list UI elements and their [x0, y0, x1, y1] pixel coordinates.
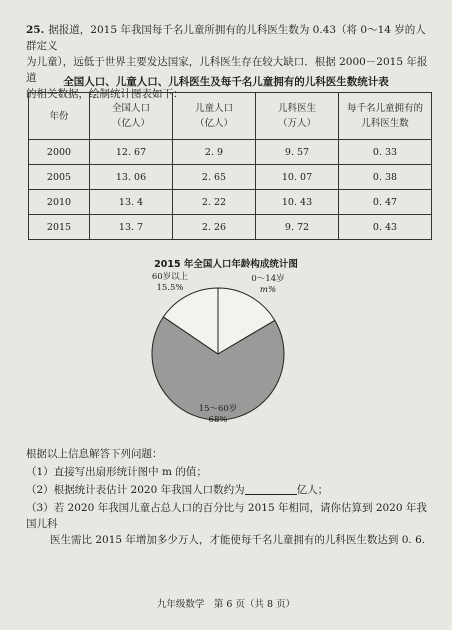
cell-children: 2. 22	[173, 190, 256, 215]
cell-children: 2. 9	[173, 140, 256, 165]
cell-year: 2005	[29, 165, 90, 190]
header-population: 全国人口 （亿人）	[90, 93, 173, 140]
cell-doctors: 10. 07	[256, 165, 339, 190]
cell-children: 2. 65	[173, 165, 256, 190]
question-intro	[26, 22, 428, 102]
pie-label-15-60: 15～60岁 68%	[198, 404, 238, 425]
table-caption: 全国人口、儿童人口、儿科医生及每千名儿童拥有的儿科医生数统计表	[63, 76, 389, 88]
sub-question-3: （3）若 2020 年我国儿童占总人口的百分比与 2015 年相同，请你估算到 2020 年我国儿科 医生需比 2015 年增加多少万人，才能使每千名儿童拥有的儿科医生数达到 0. 6.	[26, 502, 427, 546]
page-footer: 九年级数学 第 6 页（共 8 页）	[156, 599, 296, 610]
pie-label-0-14: 0～14岁 m%	[251, 274, 285, 295]
pie-label-60-plus: 60岁以上 15.5%	[151, 272, 189, 293]
intro-line-1: 据报道，2015 年我国每千名儿童所拥有的儿科医生数为 0.43（将 0～14 岁的人群定义	[26, 24, 426, 52]
answer-prompt: 根据以上信息解答下列问题：	[26, 448, 163, 460]
cell-population: 13. 4	[90, 190, 173, 215]
cell-year: 2000	[29, 140, 90, 165]
pie-chart-title: 2015 年全国人口年龄构成统计图	[154, 259, 298, 270]
table-row	[29, 140, 432, 165]
statistics-table	[28, 92, 432, 240]
cell-per-thousand: 0. 38	[339, 165, 432, 190]
header-year: 年份	[29, 93, 90, 140]
cell-children: 2. 26	[173, 215, 256, 240]
cell-population: 13. 7	[90, 215, 173, 240]
sub-question-2: （2）根据统计表估计 2020 年我国人口数约为 亿人；	[26, 484, 329, 496]
cell-year: 2010	[29, 190, 90, 215]
table-row	[29, 190, 432, 215]
cell-population: 13. 06	[90, 165, 173, 190]
table-row	[29, 215, 432, 240]
cell-population: 12. 67	[90, 140, 173, 165]
cell-year: 2015	[29, 215, 90, 240]
cell-per-thousand: 0. 47	[339, 190, 432, 215]
cell-doctors: 10. 43	[256, 190, 339, 215]
cell-per-thousand: 0. 33	[339, 140, 432, 165]
answer-blank[interactable]	[245, 482, 297, 495]
sub-question-1: （1）直接写出扇形统计图中 m 的值；	[26, 466, 207, 478]
table-row	[29, 165, 432, 190]
intro-line-3: 的相关数据，绘制统计图表如下：	[26, 88, 184, 100]
header-children: 儿童人口 （亿人）	[173, 93, 256, 140]
question-number: 25.	[26, 24, 45, 36]
cell-doctors: 9. 72	[256, 215, 339, 240]
cell-doctors: 9. 57	[256, 140, 339, 165]
header-doctors: 儿科医生 （万人）	[256, 93, 339, 140]
intro-line-2: 为儿童），远低于世界主要发达国家，儿科医生存在较大缺口．根据 2000－2015 年报道	[26, 56, 428, 84]
cell-per-thousand: 0. 43	[339, 215, 432, 240]
table-header-row	[29, 93, 432, 140]
header-per-thousand: 每千名儿童拥有的 儿科医生数	[339, 93, 432, 140]
